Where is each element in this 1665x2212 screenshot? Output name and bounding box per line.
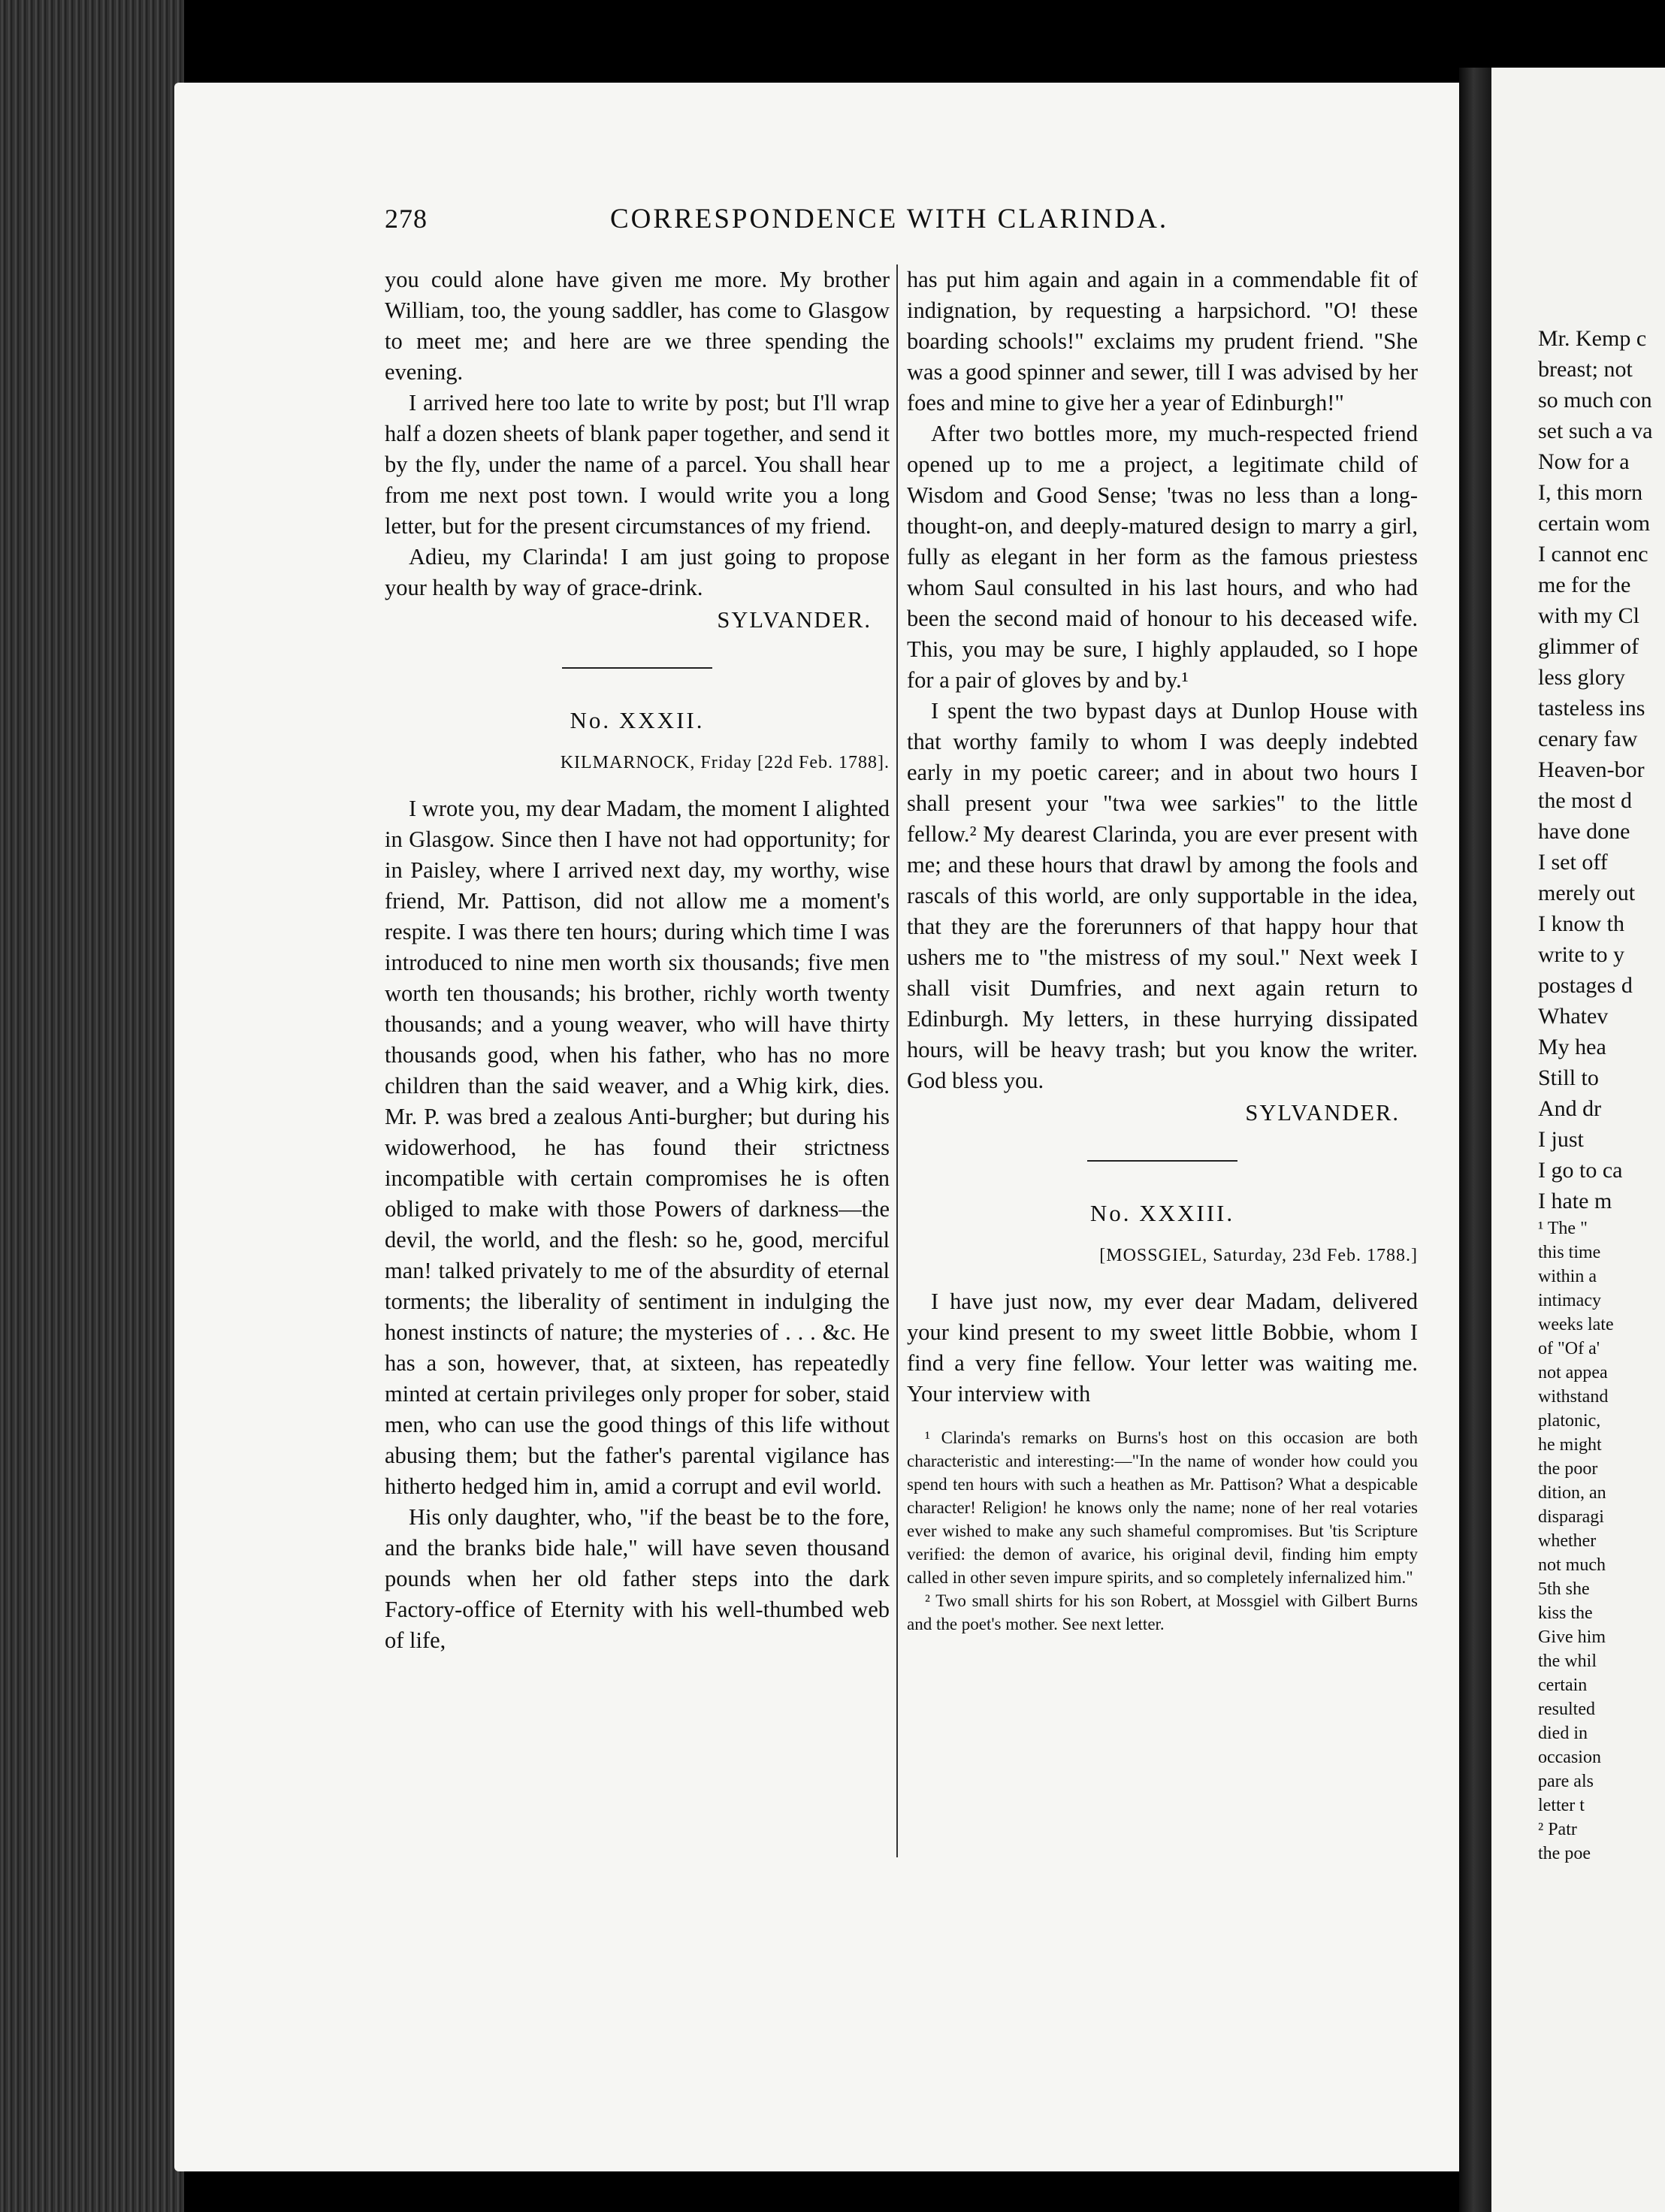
letter-heading: No. XXXIII.: [1089, 1200, 1235, 1226]
next-page-line: so much con: [1538, 388, 1652, 412]
section-divider: [1087, 1160, 1237, 1162]
next-page-line: I cannot enc: [1538, 542, 1648, 567]
next-page-line: Give him: [1538, 1627, 1606, 1647]
next-page-line: cenary faw: [1538, 727, 1638, 751]
next-page-line: I know th: [1538, 911, 1624, 936]
next-page-line: I set off: [1538, 850, 1608, 875]
signature: SYLVANDER.: [1245, 1100, 1400, 1126]
right-column: [907, 264, 1418, 1636]
next-page-line: 5th she: [1538, 1579, 1590, 1599]
letter-heading: No. XXXII.: [570, 707, 705, 733]
next-page-line: certain: [1538, 1676, 1588, 1695]
paragraph: After two bottles more, my much-respected friend opened up to me a project, a legitimate child of Wisdom and Good Sense; 'twas no less than a long-thought-on, and deeply-matured design to marry a girl, fully as elegant in her form as the famous priestess whom Saul consulted in his last hours, and who had been the second maid of honour to his deceased wife. This, you may be sure, I highly applauded, so I hope for a pair of gloves by and by.¹: [907, 421, 1418, 693]
next-page-line: pare als: [1538, 1772, 1594, 1791]
next-page-line: the whil: [1538, 1651, 1597, 1671]
column-rule: [896, 264, 898, 1857]
next-page-line: died in: [1538, 1724, 1588, 1743]
next-page-line: I just: [1538, 1127, 1584, 1152]
next-page-fragment: [1491, 68, 1665, 2212]
paragraph: you could alone have given me more. My brother William, too, the young saddler, has come to Glasgow to meet me; and here are we three spending the evening.: [385, 267, 890, 385]
next-page-line: dition, an: [1538, 1483, 1606, 1503]
next-page-line: platonic,: [1538, 1411, 1601, 1431]
paragraph: I spent the two bypast days at Dunlop House with that worthy family to whom I was deeply indebted early in my poetic career; and in about two hours I shall present your "twa wee sarkies" to the little fellow.² My dearest Clarinda, you are ever present with me; and these hours that drawl by among the fools and rascals of this world, are only supportable in the idea, that they are the forerunners of that happy hour that ushers me to "the mistress of my soul." Next week I shall visit Dumfries, and next again return to Edinburgh. My letters, in these hurrying dissipated hours, will be heavy trash; but you know the writer. God bless you.: [907, 698, 1418, 1093]
next-page-line: kiss the: [1538, 1603, 1593, 1623]
next-page-line: resulted: [1538, 1700, 1595, 1719]
next-page-line: the most d: [1538, 788, 1632, 813]
book-page-stack-edge: [0, 0, 184, 2212]
paragraph: I arrived here too late to write by post; but I'll wrap half a dozen sheets of blank paper together, and send it by the fly, under the name of a parcel. You shall hear from me next post town. I would write you a long letter, but for the present circumstances of my friend.: [385, 390, 890, 539]
next-page-line: within a: [1538, 1267, 1597, 1286]
next-page-line: My hea: [1538, 1035, 1606, 1059]
next-page-line: glimmer of: [1538, 634, 1639, 659]
next-page-line: have done: [1538, 819, 1630, 844]
running-title: CORRESPONDENCE WITH CLARINDA.: [610, 204, 1169, 234]
signature: SYLVANDER.: [717, 607, 872, 633]
next-page-line: breast; not: [1538, 357, 1633, 382]
next-page-line: the poor: [1538, 1459, 1598, 1479]
letter-dateline: [MOSSGIEL, Saturday, 23d Feb. 1788.]: [1099, 1246, 1418, 1265]
letter-dateline: KILMARNOCK, Friday [22d Feb. 1788].: [560, 753, 890, 772]
next-page-line: not much: [1538, 1555, 1606, 1575]
section-divider: [562, 667, 712, 669]
footnote: ¹ Clarinda's remarks on Burns's host on this occasion are both characteristic and interesting:—"In the name of wonder how could you spend ten hours with such a heathen as Mr. Pattison? What a despicable character! Religion! he knows only the name; none of her real votaries ever wished to make any such shameful compromises. But 'tis Scripture verified: the demon of avarice, his original devil, finding him empty called in other seven impure spirits, and so completely infernalized him.": [907, 1428, 1418, 1587]
paragraph: I wrote you, my dear Madam, the moment I alighted in Glasgow. Since then I have not had opportunity; for in Paisley, where I arrived next day, my worthy, wise friend, Mr. Pattison, did not allow me a moment's respite. I was there ten hours; during which time I was introduced to nine men worth six thousands; five men worth ten thousands; his brother, richly worth twenty thousands; and a young weaver, who will have thirty thousands good, when his father, who has no more children than the said weaver, and a Whig kirk, dies. Mr. P. was bred a zealous Anti-burgher; but during his widowerhood, he has found their strictness incompatible with certain compromises he is often obliged to make with those Powers of darkness—the devil, the world, and the flesh: so he, good, merciful man! talked privately to me of the absurdity of eternal torments; the liberality of sentiment in indulging the honest instincts of nature; the mysteries of . . . &c. He has a son, however, that, at sixteen, has repeatedly minted at certain privileges only proper for sober, staid men, who can use the good things of this life without abusing them; but the father's parental vigilance has hitherto hedged him in, amid a corrupt and evil world.: [385, 796, 890, 1499]
next-page-line: Whatev: [1538, 1004, 1609, 1029]
paragraph: His only daughter, who, "if the beast be to the fore, and the branks bide hale," will have seven thousand pounds when her old father steps into the dark Factory-office of Eternity with his well-thumbed web of life,: [385, 1504, 890, 1653]
next-page-line: of "Of a': [1538, 1339, 1600, 1358]
next-page-line: the poe: [1538, 1844, 1591, 1863]
next-page-text: [1538, 323, 1652, 1866]
next-page-line: withstand: [1538, 1387, 1609, 1407]
footnotes: [907, 1426, 1418, 1636]
next-page-line: ² Patr: [1538, 1820, 1577, 1839]
next-page-line: merely out: [1538, 881, 1636, 905]
next-page-line: I hate m: [1538, 1189, 1612, 1213]
left-column: [385, 264, 890, 1656]
next-page-line: he might: [1538, 1435, 1602, 1455]
next-page-line: with my Cl: [1538, 603, 1640, 628]
next-page-line: me for the: [1538, 573, 1631, 597]
next-page-line: this time: [1538, 1243, 1601, 1262]
next-page-line: set such a va: [1538, 419, 1653, 443]
next-page-line: letter t: [1538, 1796, 1585, 1815]
next-page-line: I go to ca: [1538, 1158, 1623, 1183]
next-page-line: Mr. Kemp c: [1538, 326, 1647, 351]
next-page-line: Now for a: [1538, 449, 1630, 474]
next-page-line: intimacy: [1538, 1291, 1601, 1310]
next-page-line: And dr: [1538, 1096, 1602, 1121]
footnote: ² Two small shirts for his son Robert, at Mossgiel with Gilbert Burns and the poet's mother. See next letter.: [907, 1591, 1418, 1633]
next-page-line: occasion: [1538, 1748, 1601, 1767]
paragraph: I have just now, my ever dear Madam, delivered your kind present to my sweet little Bobbie, whom I find a very fine fellow. Your letter was waiting me. Your interview with: [907, 1289, 1418, 1407]
book-gutter: [1459, 68, 1495, 2212]
next-page-line: tasteless ins: [1538, 696, 1645, 721]
page-header: [385, 203, 1437, 248]
next-page-line: less glory: [1538, 665, 1625, 690]
next-page-line: Heaven-bor: [1538, 757, 1645, 782]
paragraph: Adieu, my Clarinda! I am just going to propose your health by way of grace-drink.: [385, 544, 890, 600]
paragraph: has put him again and again in a commendable fit of indignation, by requesting a harpsichord. "O! these boarding schools!" exclaims my prudent friend. "She was a good spinner and sewer, till I was advised by her foes and mine to give her a year of Edinburgh!": [907, 267, 1418, 416]
next-page-line: certain wom: [1538, 511, 1651, 536]
next-page-line: ¹ The ": [1538, 1219, 1588, 1238]
next-page-line: disparagi: [1538, 1507, 1604, 1527]
next-page-line: weeks late: [1538, 1315, 1614, 1334]
next-page-line: write to y: [1538, 942, 1624, 967]
next-page-line: not appea: [1538, 1363, 1608, 1382]
next-page-line: I, this morn: [1538, 480, 1643, 505]
next-page-line: whether: [1538, 1531, 1597, 1551]
next-page-line: postages d: [1538, 973, 1633, 998]
page-number: 278: [385, 204, 428, 234]
next-page-line: Still to: [1538, 1065, 1599, 1090]
